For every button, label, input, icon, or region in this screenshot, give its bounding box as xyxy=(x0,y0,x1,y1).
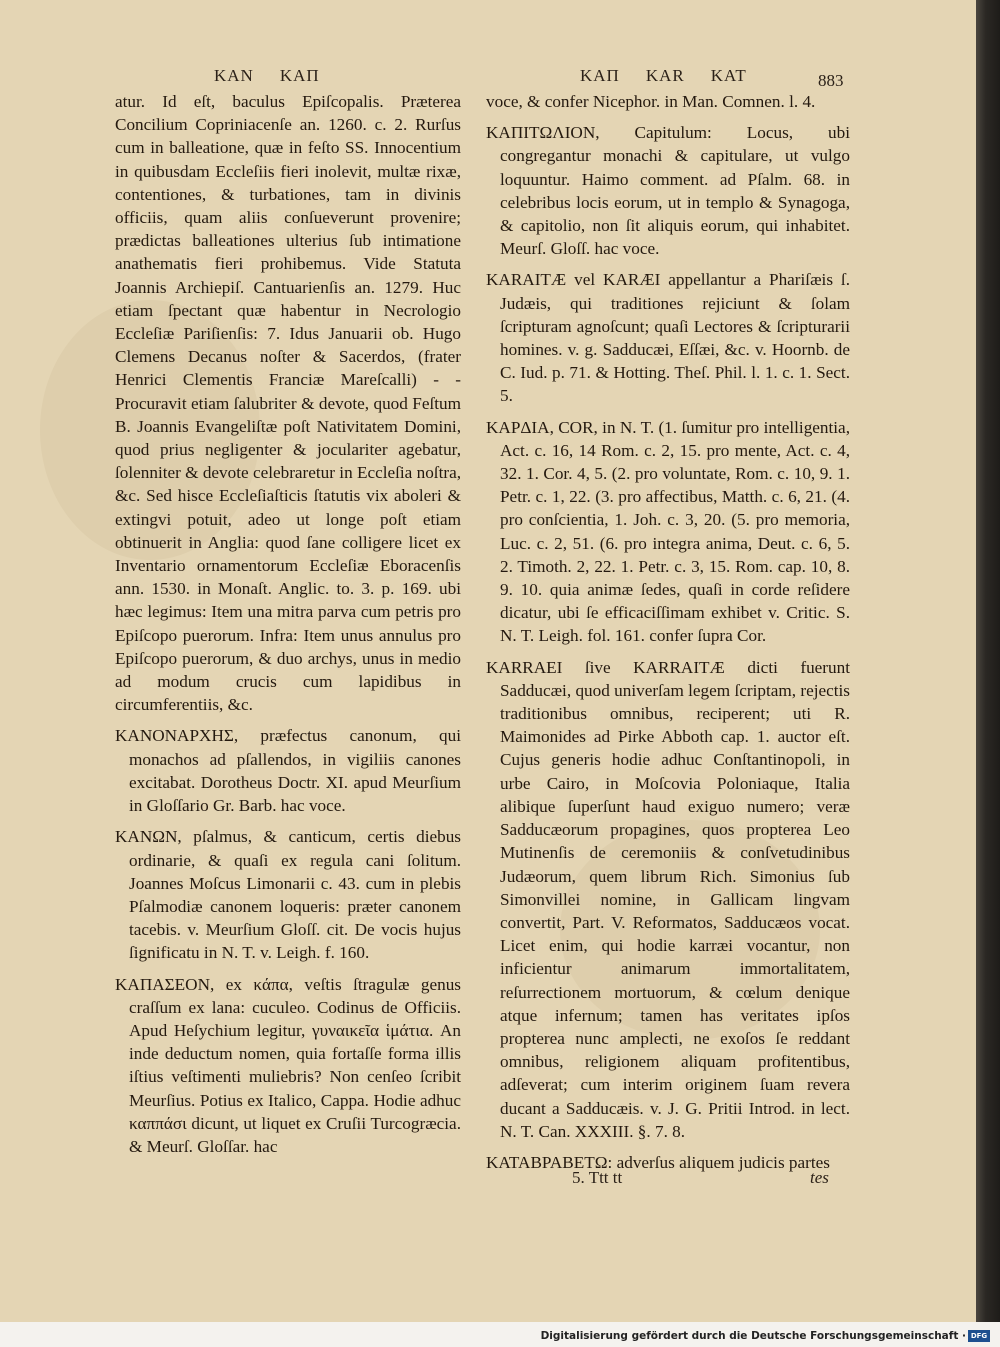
entry-karaitae: KARAITÆ vel KARÆI appellantur a Phariſæis ſ. Judæis, qui traditiones rejiciunt & ſolam ſcripturam agnoſcunt; quaſi Lectores & ſcripturarii homines. v. g. Sadducæi, Eſſæi, &c. v. Hoornb. de C. Iud. p. 71. & Hotting. Theſ. Phil. l. 1. c. 1. Sect. 5. xyxy=(486,270,850,406)
running-head-word: KAΠ xyxy=(279,66,320,85)
catchword: tes xyxy=(810,1168,829,1187)
signature-mark: 5. Ttt tt xyxy=(572,1168,623,1187)
entry-kanon: KANΩN, pſalmus, & canticum, certis diebus ordinarie, & quaſi ex regula cani ſolitum. Joannes Moſcus Limonarii c. 43. cum in plebis Pſalmodiæ canonem loqueris: præter canonem tacebis. v. Meurſium Gloſſ. cit. De vocis hujus ſignificatu in N. T. v. Leigh. f. 160. xyxy=(115,827,461,963)
running-head-word: KAT xyxy=(710,66,747,85)
running-head-word: KAN xyxy=(214,66,254,85)
credit-text: Digitalisierung gefördert durch die Deutsche Forschungsgemeinschaft · xyxy=(540,1330,966,1342)
page-number: 883 xyxy=(818,71,844,90)
left-column xyxy=(115,90,461,1158)
dfg-logo-icon: DFG xyxy=(968,1330,990,1342)
entry-continuation: atur. Id eſt, baculus Epiſcopalis. Præterea Concilium Copriniacenſe an. 1260. c. 2. Rurſus cum in balleatione, quæ in feſto SS. Innocentium in quibusdam Eccleſiis fieri inolevit, multæ rixæ, contentiones, & turbationes, tam in divinis officiis, quam aliis conſueverunt provenire; prædictas balleationes ulterius ſub intimatione anathematis fieri prohibemus. Vide Statuta Joannis Archiepiſ. Cantuarienſis an. 1279. Huc etiam ſpectant quæ habentur in Necrologio Eccleſiæ Pariſienſis: 7. Idus Januarii ob. Hugo Clemens Decanus noſter & Sacerdos, (frater Henrici Clementis Franciæ Mareſcalli) - - Procuravit etiam ſalubriter & devote, quod Feſtum B. Joannis Evangeliſtæ poſt Nativitatem Domini, quod prius negligenter & joculariter agebatur, ſolenniter & devote celebraretur in Eccleſia noſtra, &c. Sed hisce Eccleſiaſticis ſtatutis vix aboleri & extingvi potuit, adeo ut longe poſt etiam obtinuerit in Anglia: quod ſane colligere licet ex Inventario ornamentorum Eccleſiæ Eboracenſis ann. 1530. in Monaſt. Anglic. to. 3. p. 169. ubi hæc legimus: Item una mitra parva cum petris pro Epiſcopo puerorum. Infra: Item unus annulus pro Epiſcopo puerorum, & duo archys, unus in medio ad modum crucis cum lapidibus in circumferentiis, &c. xyxy=(115,92,461,715)
running-head-left xyxy=(214,66,474,86)
running-head-word: KAΠ xyxy=(580,66,620,85)
entry-karraei: KARRAEI ſive KARRAITÆ dicti fuerunt Sadducæi, quod univerſam legem ſcriptam, rejectis traditionibus omnibus, reciperent; uti R. Maimonides ad Pirke Abboth cap. 1. auctor eſt. Cujus generis hodie adhuc Conſtantinopoli, in urbe Cairo, in Moſcovia Poloniaque, Italia alibique ſuperſunt haud exiguo numero; veræ Sadducæorum propagines, quos propterea Leo Mutinenſis de ceremoniis & conſvetudinibus Judæorum, quem librum Rich. Simonius ſub Simonvillei nomine, in Gallicam lingvam convertit, Part. V. Reformatos, Sadducæos vocat. Licet enim, qui hodie karræi vocantur, non inficientur animarum immortalitatem, reſurrectionem mortuorum, & cœlum denique atque infernum; tamen has veritates ipſos propterea nunc amplecti, ne exoſos ſe reddant omnibus, religionem aliquam profitentibus, adſeverat; cum interim originem ſuam revera ducant a Sadducæis. v. J. G. Pritii Introd. in lect. N. T. Can. XXXIII. §. 7. 8. xyxy=(486,657,850,1141)
right-column xyxy=(486,90,850,1174)
entry-katabrabeuo: KATABPABETΩ: adverſus aliquem judicis partes xyxy=(486,1152,830,1172)
running-head-word: KAR xyxy=(645,66,685,85)
entry-kardia: KAPΔIA, COR, in N. T. (1. ſumitur pro intelligentia, Act. c. 16, 14 Rom. c. 2, 15. pro mente, Act. c. 4, 32. 1. Cor. 4, 5. (2. pro voluntate, Rom. c. 10, 9. 1. Petr. c. 1, 22. (3. pro affectibus, Matth. c. 6, 21. (4. pro conſcientia, 1. Joh. c. 3, 20. (5. pro memoria, Luc. c. 2, 51. (6. pro integra anima, Deut. c. 6, 5. 2. Timoth. 2, 22. 1. Petr. c. 3, 15. Rom. cap. 10, 8. 9. 10. quia animæ ſedes, quaſi in corde reſidere dicatur, ubi ſe efficaciſſimam exhibet v. Critic. S. N. T. Leigh. fol. 161. confer ſupra Cor. xyxy=(486,417,850,646)
entry-kanonarches: KANONAPXHΣ, præfectus canonum, qui monachos ad pſallendos, in vigiliis canones excitabat. Dorotheus Doctr. XI. apud Meurſium in Gloſſario Gr. Barb. hac voce. xyxy=(115,726,461,816)
entry-continuation: voce, & confer Nicephor. in Man. Comnen. l. 4. xyxy=(486,92,816,111)
page-edge-shadow xyxy=(976,0,1000,1322)
entry-kapitolion: KAΠITΩΛION, Capitulum: Locus, ubi congregantur monachi & capitulare, ut vulgo loquuntur. Haimo comment. ad Pſalm. 68. in celebribus locis eorum, ut in templo & Synagoga, & capitolio, non ſit aliquis eorum, qui inhabitet. Meurſ. Gloſſ. hac voce. xyxy=(486,123,850,259)
entry-kapaseon: KAΠAΣEON, ex κάπα, veſtis ſtragulæ genus craſſum ex lana: cuculeo. Codinus de Officiis. Apud Heſychium legitur, γυναικεῖα ἱμάτια. An inde deductum nomen, quia fortaſſe forma illis iſtius veſtimenti muliebris? Non cenſeo ſcribit Meurſius. Potius ex Italico, Cappa. Hodie adhuc καππάσι dicunt, ut liquet ex Cruſii Turcogræcia. & Meurſ. Gloſſar. hac xyxy=(115,974,461,1156)
